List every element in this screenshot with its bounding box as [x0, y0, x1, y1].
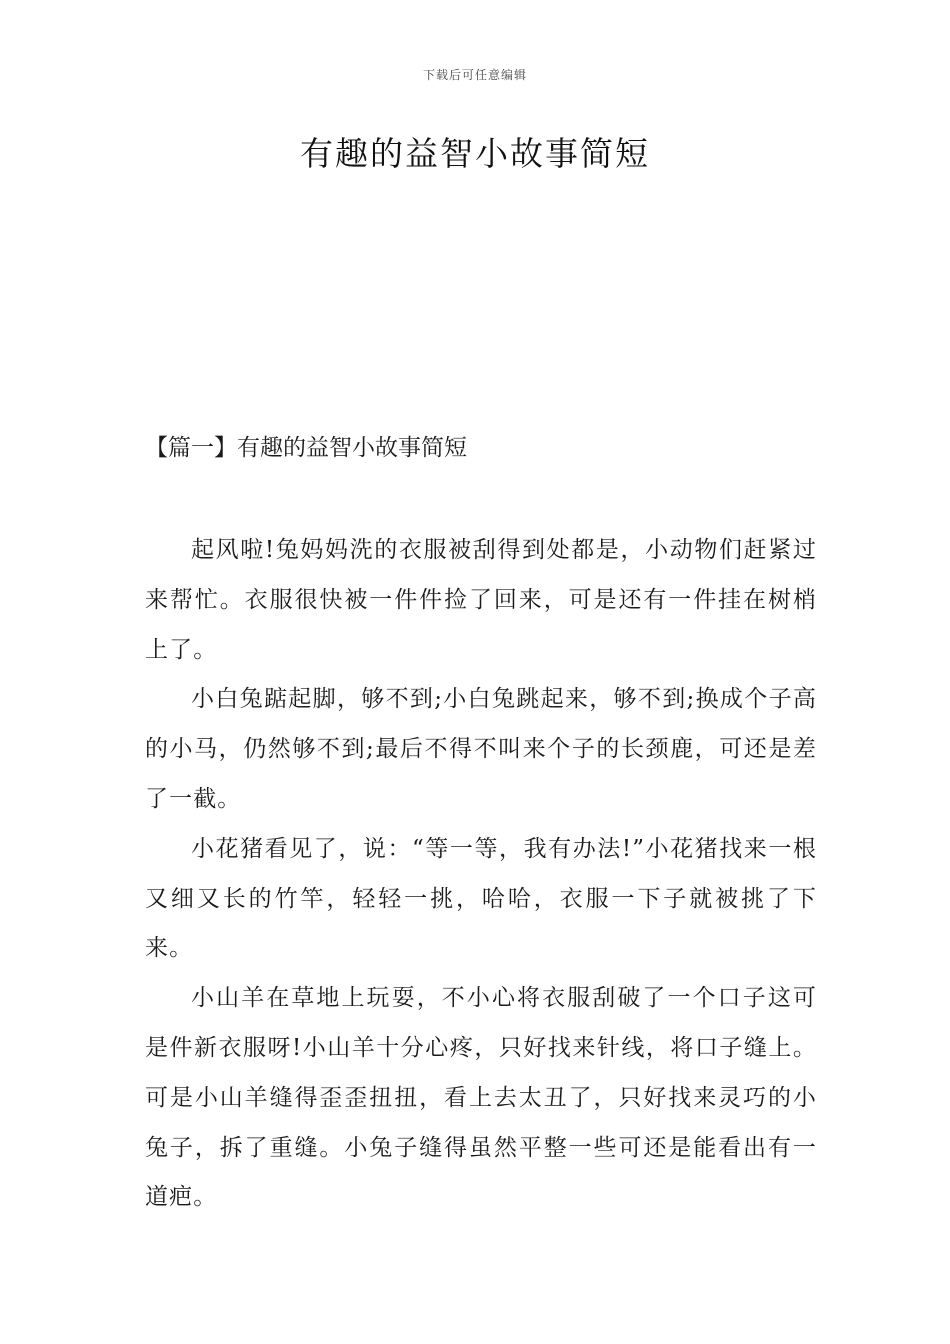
story-paragraph: 小山羊在草地上玩耍，不小心将衣服刮破了一个口子这可是件新衣服呀!小山羊十分心疼，只好找来针线，将口子缝上。可是小山羊缝得歪歪扭扭，看上去太丑了，只好找来灵巧的小兔子，拆了重缝。小兔子缝得虽然平整一些可还是能看出有一道疤。: [145, 985, 817, 1211]
story-paragraph: 小白兔踮起脚，够不到;小白兔跳起来，够不到;换成个子高的小马，仍然够不到;最后不得不叫来个子的长颈鹿，可还是差了一截。: [145, 686, 817, 812]
story-body: [145, 526, 817, 1223]
story-paragraph: 小花猪看见了，说：“等一等，我有办法!”小花猪找来一根又细又长的竹竿，轻轻一挑，哈哈，衣服一下子就被挑了下来。: [145, 835, 817, 962]
document-title: 有趣的益智小故事简短: [300, 134, 650, 173]
section-heading: 【篇一】有趣的益智小故事简短: [145, 435, 467, 461]
header-note: 下载后可任意编辑: [422, 68, 527, 82]
story-paragraph: 起风啦!兔妈妈洗的衣服被刮得到处都是，小动物们赶紧过来帮忙。衣服很快被一件件捡了回来，可是还有一件挂在树梢上了。: [145, 537, 817, 663]
